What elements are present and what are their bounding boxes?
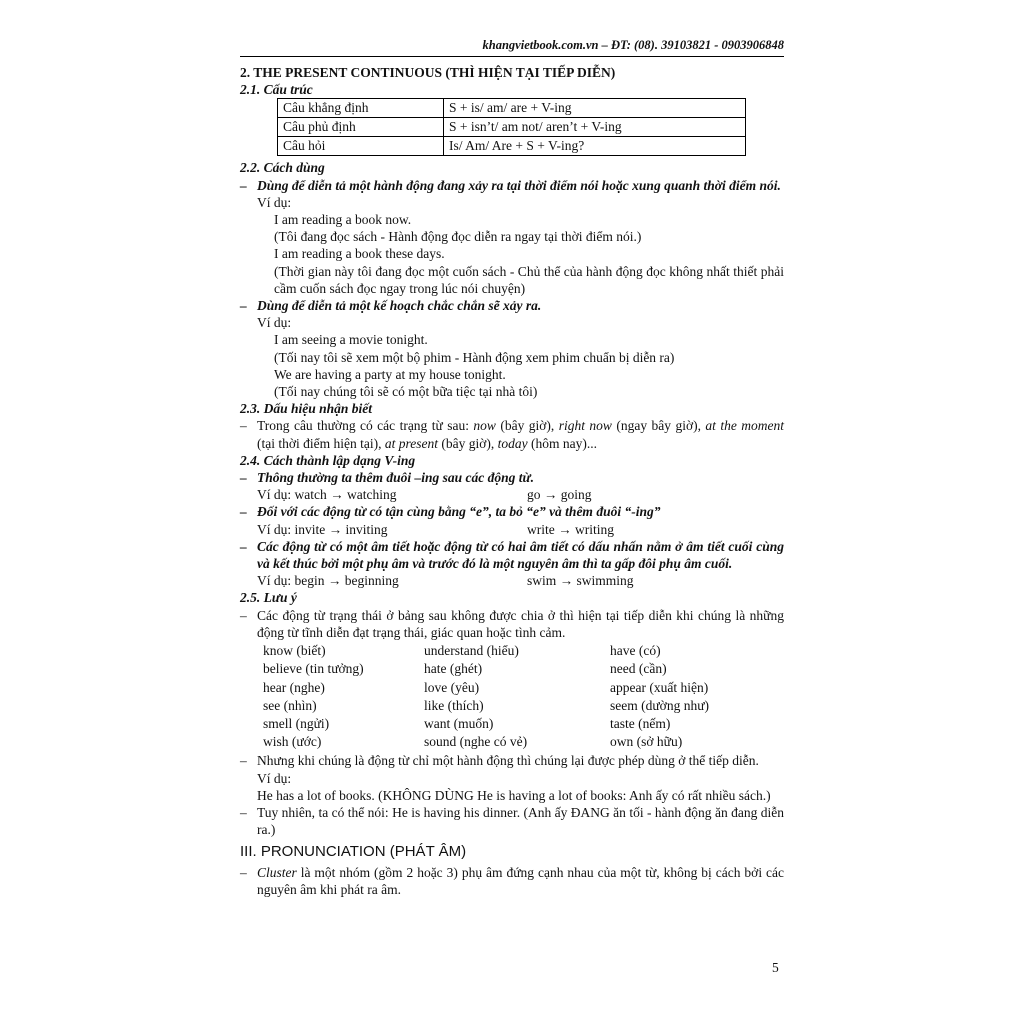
adverb-today: today xyxy=(497,435,528,451)
stative-verb: like (thích) xyxy=(424,697,484,713)
example-sentence: I am seeing a movie tonight. xyxy=(274,332,428,348)
signs-text: Trong câu thường có các trạng từ sau: xyxy=(257,418,474,434)
table-cell-formula: S + is/ am/ are + V-ing xyxy=(444,99,746,118)
stative-verb: know (biết) xyxy=(263,643,326,659)
table-cell-formula: S + isn’t/ am not/ aren’t + V-ing xyxy=(444,118,746,137)
example-sentence: I am reading a book now. xyxy=(274,212,412,228)
ving-example-row xyxy=(240,521,784,538)
term-cluster: Cluster xyxy=(257,864,297,880)
table-cell-label: Câu khẳng định xyxy=(278,99,444,118)
stative-verb: understand (hiểu) xyxy=(424,643,519,659)
ving-example: Ví dụ: begin → beginning xyxy=(257,573,399,589)
signs-text: (bây giờ), xyxy=(495,418,559,434)
adverb-right-now: right now xyxy=(558,418,612,434)
page-content xyxy=(240,64,784,898)
stative-verb: hate (ghét) xyxy=(424,661,483,677)
signs-text: (hôm nay)... xyxy=(527,435,597,451)
page-header: khangvietbook.com.vn – ĐT: (08). 39103821 - 0903906848 xyxy=(482,38,784,52)
example-label: Ví dụ: xyxy=(257,315,292,331)
subsection-title-v-ing: 2.4. Cách thành lập dạng V-ing xyxy=(240,452,416,468)
ving-rule-1: – Thông thường ta thêm đuôi –ing sau các động từ. xyxy=(240,469,784,486)
example-sentence: We are having a party at my house tonight. xyxy=(274,366,506,382)
example-translation: (Tối nay tôi sẽ xem một bộ phim - Hành động xem phim chuẩn bị diễn ra) xyxy=(274,349,675,365)
stative-verb: own (sở hữu) xyxy=(610,734,683,750)
stative-verb: see (nhìn) xyxy=(263,697,317,713)
ving-rule-3: – Các động từ có một âm tiết hoặc động từ có hai âm tiết có dấu nhấn nằm ở âm tiết cuối cùng và kết thúc bởi một phụ âm và trước đó là một nguyên âm thì ta gấp đôi phụ âm cuối. xyxy=(240,538,784,572)
stative-verb: seem (dường như) xyxy=(610,697,710,713)
example-label: Ví dụ: xyxy=(257,194,292,210)
ving-example: Ví dụ: invite → inviting xyxy=(257,521,388,537)
signs-text: (ngay bây giờ), xyxy=(611,418,706,434)
stative-verbs-grid xyxy=(240,642,784,751)
example-sentence: He has a lot of books. (KHÔNG DÙNG He is having a lot of books: Anh ấy có rất nhiều sách.) xyxy=(257,787,771,803)
stative-verb: hear (nghe) xyxy=(263,679,325,695)
section-title-present-continuous: 2. THE PRESENT CONTINUOUS (THÌ HIỆN TẠI TIẾP DIỄN) xyxy=(240,65,616,80)
stative-verb: taste (nếm) xyxy=(610,715,671,731)
usage-item-1: – Dùng để diễn tả một hành động đang xảy ra tại thời điểm nói hoặc xung quanh thời điểm nói. xyxy=(240,177,784,194)
ving-example: go → going xyxy=(527,487,592,503)
ving-example-row xyxy=(240,486,784,503)
table-row xyxy=(278,118,746,137)
example-label: Ví dụ: xyxy=(257,770,292,786)
ving-example-row xyxy=(240,572,784,589)
stative-verb: want (muốn) xyxy=(424,715,494,731)
stative-verb: believe (tin tưởng) xyxy=(263,661,364,677)
ving-example: swim → swimming xyxy=(527,573,634,589)
subsection-title-signs: 2.3. Dấu hiệu nhận biết xyxy=(240,401,373,417)
section-title-pronunciation: III. PRONUNCIATION (PHÁT ÂM) xyxy=(240,843,467,861)
subsection-title-notes: 2.5. Lưu ý xyxy=(240,590,297,606)
signs-text: (tại thời điểm hiện tại), xyxy=(257,435,385,451)
note-item-2: – Nhưng khi chúng là động từ chỉ một hành động thì chúng lại được phép dùng ở thể tiếp diễn. xyxy=(240,752,784,769)
page-number: 5 xyxy=(772,960,779,975)
header-rule xyxy=(240,56,784,57)
signs-item xyxy=(240,417,784,451)
example-translation: (Tôi đang đọc sách - Hành động đọc diễn ra ngay tại thời điểm nói.) xyxy=(274,229,642,245)
example-sentence: I am reading a book these days. xyxy=(274,246,445,262)
stative-verb: sound (nghe có vẻ) xyxy=(424,734,528,750)
adverb-now: now xyxy=(473,418,496,434)
table-cell-formula: Is/ Am/ Are + S + V-ing? xyxy=(444,137,746,156)
adverb-at-present: at present xyxy=(384,435,438,451)
ving-rule-2: – Đối với các động từ có tận cùng bằng “e”, ta bỏ “e” và thêm đuôi “-ing” xyxy=(240,503,784,520)
table-row xyxy=(278,99,746,118)
table-row xyxy=(278,137,746,156)
table-cell-label: Câu phủ định xyxy=(278,118,444,137)
ving-example: write → writing xyxy=(527,521,614,537)
subsection-title-structure: 2.1. Cấu trúc xyxy=(240,82,313,98)
adverb-at-the-moment: at the moment xyxy=(705,418,785,434)
table-cell-label: Câu hỏi xyxy=(278,137,444,156)
example-translation: (Tối nay chúng tôi sẽ có một bữa tiệc tại nhà tôi) xyxy=(274,384,538,400)
stative-verb: smell (ngửi) xyxy=(263,715,330,731)
usage-item-2: – Dùng để diễn tả một kế hoạch chắc chắn sẽ xảy ra. xyxy=(240,297,784,314)
subsection-title-usage: 2.2. Cách dùng xyxy=(240,160,325,176)
stative-verb: have (có) xyxy=(610,643,661,659)
ving-example: Ví dụ: watch → watching xyxy=(257,487,397,503)
signs-text: (bây giờ), xyxy=(437,435,498,451)
stative-verb: wish (ước) xyxy=(263,734,322,750)
cluster-text: là một nhóm (gồm 2 hoặc 3) phụ âm đứng cạnh nhau của một từ, không bị cách bởi các nguyên âm khi phát ra âm. xyxy=(257,864,784,897)
structure-table xyxy=(277,98,746,156)
stative-verb: appear (xuất hiện) xyxy=(610,679,709,695)
example-translation: (Thời gian này tôi đang đọc một cuốn sách - Chủ thể của hành động đọc không nhất thiết phải cầm cuốn sách đọc ngay trong lúc nói chuyện) xyxy=(274,263,784,296)
cluster-definition xyxy=(240,864,784,898)
stative-verb: need (cần) xyxy=(610,661,667,677)
stative-verb: love (yêu) xyxy=(424,679,480,695)
note-item-3: – Tuy nhiên, ta có thể nói: He is having his dinner. (Anh ấy ĐANG ăn tối - hành động ăn đang diễn ra.) xyxy=(240,804,784,838)
note-item-1: – Các động từ trạng thái ở bảng sau không được chia ở thì hiện tại tiếp diễn khi chúng là những động từ tĩnh diễn đạt trạng thái, giác quan hoặc tình cảm. xyxy=(240,607,784,641)
